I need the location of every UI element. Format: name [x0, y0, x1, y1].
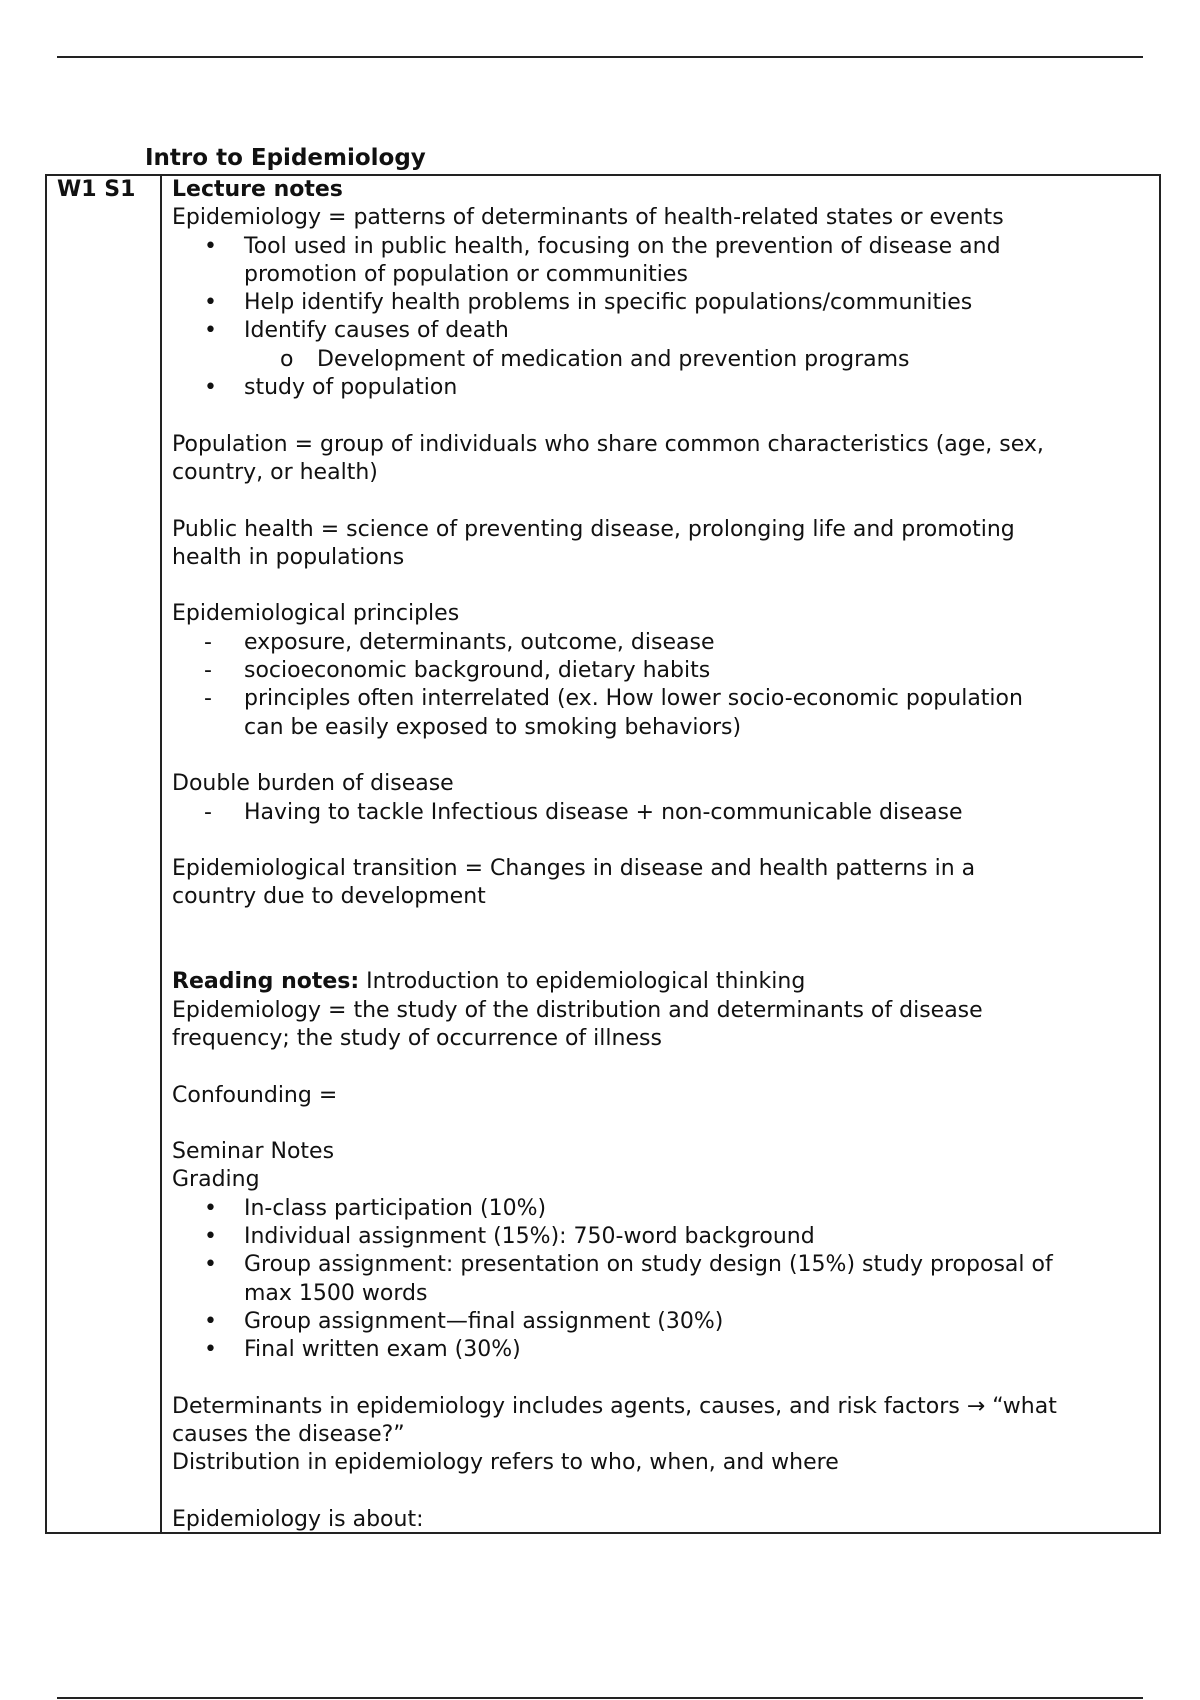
header-rule	[57, 56, 1143, 58]
determinants-line: Determinants in epidemiology includes agents, causes, and risk factors → “what	[172, 1393, 1057, 1419]
list-item: • In-class participation (10%)	[172, 1195, 1151, 1223]
bullet-icon: •	[204, 375, 217, 401]
list-item-continuation: can be easily exposed to smoking behaviors)	[244, 714, 742, 740]
double-burden-heading: Double burden of disease	[172, 771, 454, 797]
epidemiology-definition: Epidemiology = patterns of determinants of health-related states or events	[172, 205, 1004, 231]
dash-bullet-icon: -	[204, 629, 212, 655]
transition-definition: Epidemiological transition = Changes in disease and health patterns in a	[172, 856, 976, 882]
list-item: • study of population	[172, 374, 1151, 402]
bullet-icon: •	[204, 233, 217, 259]
list-item: - exposure, determinants, outcome, disease	[172, 629, 1151, 657]
grading-heading: Grading	[172, 1167, 260, 1193]
list-item: - principles often interrelated (ex. How lower socio-economic population	[172, 685, 1151, 713]
public-health-definition: Public health = science of preventing disease, prolonging life and promoting	[172, 516, 1015, 542]
bullet-icon: •	[204, 1195, 217, 1221]
population-definition-cont: country, or health)	[172, 459, 378, 485]
bullet-icon: •	[204, 290, 217, 316]
list-item: • Individual assignment (15%): 750-word background	[172, 1223, 1151, 1251]
list-item: • Final written exam (30%)	[172, 1336, 1151, 1364]
list-item: • Tool used in public health, focusing on the prevention of disease and	[172, 233, 1151, 261]
dash-bullet-icon: -	[204, 686, 212, 712]
distribution-line: Distribution in epidemiology refers to who, when, and where	[172, 1450, 839, 1476]
list-item-continuation: max 1500 words	[244, 1280, 428, 1306]
list-item: - socioeconomic background, dietary habits	[172, 657, 1151, 685]
notes-table	[45, 174, 1161, 1534]
list-item: • Help identify health problems in specific populations/communities	[172, 289, 1151, 317]
transition-definition-cont: country due to development	[172, 884, 486, 910]
reading-definition-cont: frequency; the study of occurrence of illness	[172, 1025, 662, 1051]
principles-heading: Epidemiological principles	[172, 601, 460, 627]
population-definition: Population = group of individuals who share common characteristics (age, sex,	[172, 431, 1044, 457]
bullet-icon: •	[204, 1308, 217, 1334]
epidemiology-about-line: Epidemiology is about:	[172, 1506, 424, 1532]
lecture-notes-heading: Lecture notes	[172, 177, 343, 202]
bullet-icon: •	[204, 1337, 217, 1363]
notes-content-cell	[162, 176, 1159, 1532]
reading-definition: Epidemiology = the study of the distribution and determinants of disease	[172, 997, 983, 1023]
public-health-definition-cont: health in populations	[172, 544, 405, 570]
list-item: - Having to tackle Infectious disease + non-communicable disease	[172, 799, 1151, 827]
circle-bullet-icon: o	[280, 346, 294, 372]
list-item: • Identify causes of death	[172, 317, 1151, 345]
dash-bullet-icon: -	[204, 799, 212, 825]
confounding-line: Confounding =	[172, 1082, 338, 1108]
list-item-continuation: promotion of population or communities	[244, 261, 688, 287]
determinants-line-cont: causes the disease?”	[172, 1422, 405, 1448]
dash-bullet-icon: -	[204, 658, 212, 684]
bullet-icon: •	[204, 318, 217, 344]
week-session-cell: W1 S1	[47, 176, 162, 1532]
list-item: • Group assignment: presentation on study design (15%) study proposal of	[172, 1251, 1151, 1279]
reading-notes-heading: Reading notes: Introduction to epidemiological thinking	[172, 969, 806, 995]
seminar-notes-heading: Seminar Notes	[172, 1139, 335, 1165]
bullet-icon: •	[204, 1223, 217, 1249]
sub-list-item: o Development of medication and prevention programs	[172, 346, 1151, 374]
footer-rule	[57, 1697, 1143, 1699]
document-title: Intro to Epidemiology	[145, 145, 426, 171]
list-item: • Group assignment—final assignment (30%)	[172, 1308, 1151, 1336]
bullet-icon: •	[204, 1252, 217, 1278]
